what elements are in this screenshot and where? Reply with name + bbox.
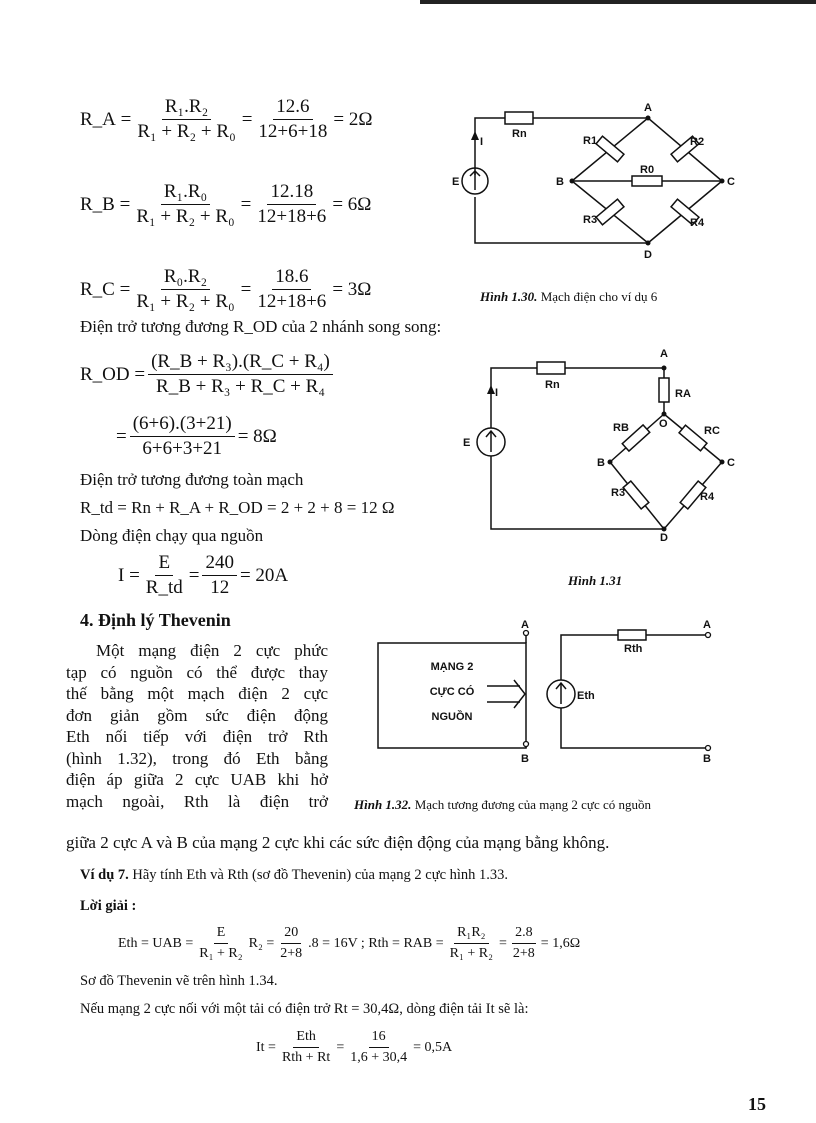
equation-denominator: R₁ + R₂ + R₀ [136, 291, 235, 312]
node-a-label: A [660, 348, 668, 360]
terminal-b-label: B [521, 753, 529, 765]
rod-intro: Điện trở tương đương R_OD của 2 nhánh song song: [80, 317, 442, 336]
equation-lhs: I [118, 564, 125, 586]
figure-1-31-caption [568, 573, 622, 589]
resistor-r4-label: R4 [690, 217, 705, 229]
equation-denominator: R₁ + R₂ + R₀ [136, 206, 235, 227]
paragraph-line: đơn giản gồm sức điện động [66, 705, 328, 725]
equation-denominator: Rth + Rt [281, 1050, 331, 1065]
section-heading: 4. Định lý Thevenin [80, 610, 231, 630]
rth-result: = 1,6Ω [540, 935, 581, 951]
box-line: CỰC CÓ [429, 686, 475, 698]
terminal-b2-label: B [703, 753, 711, 765]
resistor-r0-label: R0 [640, 164, 655, 176]
equation-denominator: 12+18+6 [257, 291, 327, 312]
resistor-r3-label: R3 [583, 214, 598, 226]
top-rule [420, 0, 816, 4]
equation-denominator: R₁ + R₂ + R₀ [137, 121, 236, 142]
equation-numerator: R₀.R₂ [161, 266, 210, 290]
equation-lhs: R_A [80, 108, 116, 130]
resistor-r2-label: R2 [690, 136, 705, 148]
resistor-r4-label: R4 [700, 491, 715, 503]
equation-numerator: 12.6 [273, 96, 312, 120]
load-current-equation: It = $\frac{\text{Eth}}{\text{Rth + Rt}}$ = $\frac{16}{1,6 + 30,4}$ = 0,5A [256, 1029, 453, 1065]
paragraph-line: điện áp giữa 2 cực UAB khi hở [66, 770, 328, 789]
rth-lhs: Rth = RAB = [368, 935, 444, 951]
eth-mid: R₂ = [248, 935, 275, 951]
node-d-label: D [644, 249, 652, 261]
equation-denominator: 2+8 [280, 946, 303, 961]
caption-text: Mạch tương đương của mạng 2 cực có nguồn [411, 797, 652, 812]
equation-numerator: 20 [281, 924, 301, 944]
equation-numerator: Eth [293, 1028, 318, 1048]
box-line: MẠNG 2 [430, 661, 474, 673]
equation-numerator: E [214, 924, 229, 944]
equation-result: = 6Ω [332, 193, 372, 215]
equation-denominator: 6+6+3+21 [142, 438, 223, 459]
caption-label: Hình 1.32. [354, 797, 412, 812]
equation-denominator: 2+8 [512, 946, 535, 961]
resistor-rth-label: Rth [624, 643, 643, 655]
thevenin-paragraph [66, 640, 328, 812]
source-e-label: E [463, 437, 471, 449]
source-e-label: E [452, 176, 460, 188]
equation-result: = 8Ω [237, 425, 277, 447]
equation-ra: R_A = $\frac{\text{R₁.R₂}}{\text{R₁ + R₂ + R₀}}$ = $\frac{12.6}{12+6+18}$ = 2Ω [80, 96, 373, 142]
equation-denominator: R_td [145, 577, 183, 598]
resistor-rc-label: RC [704, 425, 720, 437]
figure-1-30-circuit [435, 96, 745, 264]
equation-result: = 2Ω [333, 108, 373, 130]
paragraph-line: mạch ngoài, Rth là điện trở [66, 791, 328, 811]
figure-1-31-circuit [445, 340, 755, 545]
resistor-ra-label: RA [675, 388, 691, 400]
node-d-label: D [660, 532, 668, 544]
paragraph-line: Eth nối tiếp với điện trở Rth [66, 727, 328, 746]
node-b-label: B [597, 457, 605, 469]
example-label: Ví dụ 7. [80, 867, 129, 883]
equation-numerator: 2.8 [512, 924, 536, 944]
box-line: NGUỒN [431, 711, 473, 723]
equation-numerator: 16 [369, 1028, 389, 1048]
paragraph-last-line: giữa 2 cực A và B của mạng 2 cực khi các sức điện động của mạng bằng không. [66, 833, 610, 852]
node-o-label: O [659, 418, 668, 430]
resistor-rn-label: Rn [545, 379, 560, 391]
equation-denominator: 12 [210, 577, 230, 598]
figure-1-30-caption [480, 289, 657, 305]
equation-numerator: R₁R₂ [454, 924, 488, 944]
caption-label: Hình 1.30. [480, 289, 538, 304]
equation-numerator: 240 [202, 552, 237, 576]
terminal-a-label: A [521, 619, 529, 631]
equation-rb: R_B = $\frac{\text{R₁.R₀}}{\text{R₁ + R₂ + R₀}}$ = $\frac{12.18}{12+18+6}$ = 6Ω [80, 181, 372, 227]
equation-numerator: R₁.R₂ [162, 96, 211, 120]
terminal-a2-label: A [703, 619, 711, 631]
equation-numerator: R₁.R₀ [161, 181, 210, 205]
resistor-r3-label: R3 [611, 487, 626, 499]
it-lhs: It = [256, 1039, 276, 1055]
page-number: 15 [748, 1094, 766, 1114]
resistor-r1-label: R1 [583, 135, 598, 147]
paragraph-line: Một mạng điện 2 cực phức [96, 641, 328, 660]
solution-label: Lời giải : [80, 898, 137, 914]
example-text: Hãy tính Eth và Rth (sơ đồ Thevenin) của mạng 2 cực hình 1.33. [128, 867, 509, 883]
equation-rod: R_OD = $\frac{\text{(R\_B + R₃).(R\_C + R₄)}}{\text{R\_B + R₃ + R\_C + R₄}}$ [80, 351, 336, 398]
equation-result: = 20A [239, 564, 289, 586]
equation-lhs: R_C [80, 278, 115, 300]
thevenin-drawn-note: Sơ đồ Thevenin vẽ trên hình 1.34. [80, 973, 278, 989]
equation-lhs: R_B [80, 193, 115, 215]
equation-lhs: R_OD [80, 363, 130, 385]
equation-denominator: R₁ + R₂ [199, 946, 243, 961]
it-result: = 0,5A [413, 1039, 453, 1055]
node-c-label: C [727, 457, 735, 469]
equation-denominator: 1,6 + 30,4 [350, 1050, 408, 1065]
eth-rth-equations: Eth = UAB = $\frac{E}{\text{R₁ + R₂}}$ R₂ = $\frac{20}{2+8}$ .8 = 16V ; Rth = RAB = $\frac{\text{R₁R₂}}{\text{R₁ + R₂}}$ = $\frac{2.8}{2+8}$ = 1,6Ω [118, 925, 581, 961]
resistor-rb-label: RB [613, 422, 629, 434]
node-b-label: B [556, 176, 564, 188]
equation-current: I = $\frac{E}{R\_td}$ = $\frac{240}{12}$ = 20A [118, 552, 289, 598]
node-c-label: C [727, 176, 735, 188]
load-statement: Nếu mạng 2 cực nối với một tải có điện trở Rt = 30,4Ω, dòng điện tải It sẽ là: [80, 1001, 529, 1017]
equation-rc: R_C = $\frac{\text{R₀.R₂}}{\text{R₁ + R₂ + R₀}}$ = $\frac{18.6}{12+18+6}$ = 3Ω [80, 266, 372, 312]
rtd-intro: Điện trở tương đương toàn mạch [80, 470, 304, 489]
paragraph-line: (hình 1.32), trong đó Eth bằng [66, 748, 328, 768]
equation-denominator: 12+18+6 [257, 206, 327, 227]
current-i-label: I [480, 136, 484, 148]
figure-1-32-caption [354, 797, 651, 813]
equation-rod-values: = $\frac{(6+6).(3+21)}{6+6+3+21}$ = 8Ω [116, 413, 277, 459]
equation-numerator: (6+6).(3+21) [130, 413, 235, 437]
current-intro: Dòng điện chạy qua nguồn [80, 526, 264, 545]
equation-numerator: 18.6 [272, 266, 311, 290]
caption-label: Hình 1.31 [568, 573, 623, 588]
paragraph-line: tạp có nguồn có thể được thay [66, 662, 328, 682]
equation-result: = 3Ω [332, 278, 372, 300]
source-eth-label: Eth [577, 690, 595, 702]
equation-numerator: E [155, 552, 173, 576]
node-a-label: A [644, 102, 652, 114]
caption-text: Mạch điện cho ví dụ 6 [537, 289, 658, 304]
equation-denominator: R₁ + R₂ [449, 946, 493, 961]
eth-result: .8 = 16V ; [308, 935, 365, 951]
eth-lhs: Eth = UAB = [118, 935, 194, 951]
figure-1-32-circuit [370, 615, 730, 805]
equation-numerator: 12.18 [267, 181, 316, 205]
example-7-statement [80, 867, 508, 884]
equation-denominator: R_B + R₃ + R_C + R₄ [156, 376, 325, 397]
equation-numerator: (R_B + R₃).(R_C + R₄) [148, 351, 333, 375]
current-i-label: I [495, 387, 499, 399]
rtd-equation: R_td = Rn + R_A + R_OD = 2 + 2 + 8 = 12 Ω [80, 498, 395, 517]
resistor-rn-label: Rn [512, 128, 527, 140]
paragraph-line: thế bằng một mạch điện 2 cực [66, 684, 328, 703]
equation-denominator: 12+6+18 [258, 121, 328, 142]
